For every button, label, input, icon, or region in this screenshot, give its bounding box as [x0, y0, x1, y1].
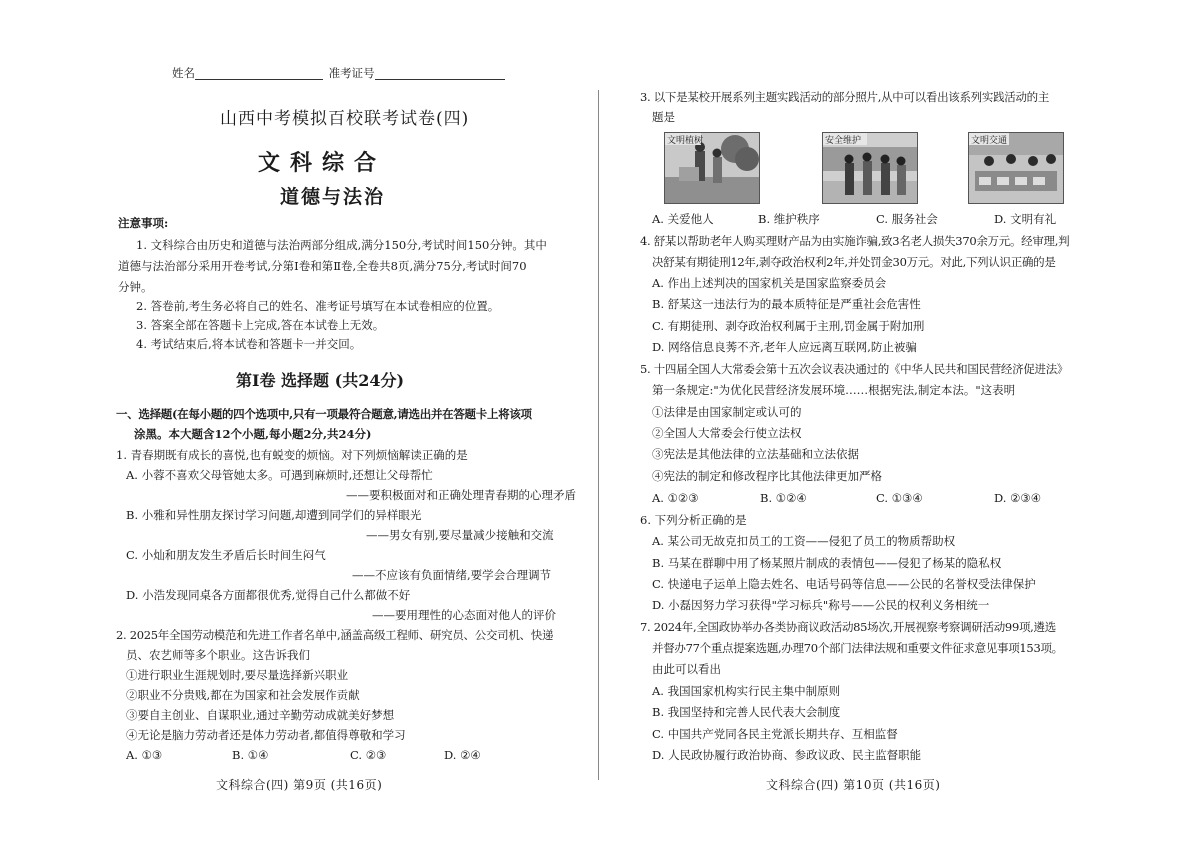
- q1-option-d-explain: ——要用理性的心态面对他人的评价: [372, 608, 556, 622]
- activity-photo-2: [822, 132, 918, 204]
- q4-stem: 4. 舒某以帮助老年人购买理财产品为由实施诈骗,致3名老人损失370余万元。经审理,判: [640, 234, 1070, 248]
- section-intro-line: 涂黑。本大题含12个小题,每小题2分,共24分): [134, 427, 372, 441]
- photo-caption: 文明交通: [971, 136, 1008, 146]
- q2-option-c: C. ②③: [350, 748, 387, 762]
- q2-stem-cont: 员、农艺师等多个职业。这告诉我们: [126, 648, 310, 662]
- q5-option-b: B. ①②④: [760, 491, 807, 505]
- q5-item: ④宪法的制定和修改程序比其他法律更加严格: [652, 469, 882, 483]
- q1-stem: 1. 青春期既有成长的喜悦,也有蜕变的烦恼。对下列烦恼解读正确的是: [116, 448, 468, 462]
- note-line: 2. 答卷前,考生务必将自己的姓名、准考证号填写在本试卷相应的位置。: [136, 299, 500, 313]
- q7-option-b: B. 我国坚持和完善人民代表大会制度: [652, 705, 841, 719]
- q1-option-c: C. 小灿和朋友发生矛盾后长时间生闷气: [126, 548, 326, 562]
- section-title: 第Ⅰ卷 选择题 (共24分): [236, 371, 405, 390]
- q7-option-a: A. 我国国家机构实行民主集中制原则: [652, 684, 841, 698]
- candidate-info-line: [172, 66, 505, 80]
- q5-item: ①法律是由国家制定或认可的: [652, 405, 802, 419]
- q5-option-a: A. ①②③: [652, 491, 699, 505]
- page-footer: 文科综合(四) 第9页 (共16页): [216, 778, 383, 792]
- q5-option-d: D. ②③④: [994, 491, 1042, 505]
- q6-option-a: A. 某公司无故克扣员工的工资——侵犯了员工的物质帮助权: [652, 534, 956, 548]
- q2-option-b: B. ①④: [232, 748, 269, 762]
- page-footer: 文科综合(四) 第10页 (共16页): [766, 778, 941, 792]
- q1-option-a: A. 小蓉不喜欢父母管她太多。可遇到麻烦时,还想让父母帮忙: [126, 468, 433, 482]
- q1-option-a-explain: ——要积极面对和正确处理青春期的心理矛盾: [346, 488, 576, 502]
- exam-number-blank: [375, 67, 505, 80]
- activity-photo-3: [968, 132, 1064, 204]
- q2-item: ③要自主创业、自谋职业,通过辛勤劳动成就美好梦想: [126, 708, 395, 722]
- q5-item: ③宪法是其他法律的立法基础和立法依据: [652, 447, 859, 461]
- q4-option-a: A. 作出上述判决的国家机关是国家监察委员会: [652, 276, 887, 290]
- q2-item: ②职业不分贵贱,都在为国家和社会发展作贡献: [126, 688, 360, 702]
- q3-option-d: D. 文明有礼: [994, 212, 1057, 226]
- note-line: 3. 答案全部在答题卡上完成,答在本试卷上无效。: [136, 318, 385, 332]
- q7-stem-cont: 由此可以看出: [652, 662, 721, 676]
- q4-option-b: B. 舒某这一违法行为的最本质特征是严重社会危害性: [652, 297, 921, 311]
- q7-stem-cont: 并督办77个重点提案选题,办理70个部门法律法规和重要文件征求意见事项153项。: [652, 641, 1063, 655]
- right-page: [600, 0, 1200, 849]
- q6-option-b: B. 马某在群聊中用了杨某照片制成的表情包——侵犯了杨某的隐私权: [652, 556, 1002, 570]
- q2-item: ④无论是脑力劳动者还是体力劳动者,都值得尊敬和学习: [126, 728, 406, 742]
- q3-stem-cont: 题是: [652, 110, 675, 124]
- q3-option-c: C. 服务社会: [876, 212, 938, 226]
- q7-stem: 7. 2024年,全国政协举办各类协商议政活动85场次,开展视察考察调研活动99项,遴选: [640, 620, 1056, 634]
- q7-option-c: C. 中国共产党同各民主党派长期共存、互相监督: [652, 727, 898, 741]
- q4-option-c: C. 有期徒刑、剥夺政治权利属于主刑,罚金属于附加刑: [652, 319, 925, 333]
- q6-option-d: D. 小磊因努力学习获得"学习标兵"称号——公民的权利义务相统一: [652, 598, 990, 612]
- notes-title: 注意事项:: [118, 216, 169, 230]
- q5-stem-cont: 第一条规定:"为优化民营经济发展环境……根据宪法,制定本法。"这表明: [652, 383, 1016, 397]
- q2-item: ①进行职业生涯规划时,要尽量选择新兴职业: [126, 668, 349, 682]
- exam-number-label: 准考证号: [328, 66, 375, 80]
- note-line: 分钟。: [118, 280, 153, 294]
- section-intro-line: 一、选择题(在每小题的四个选项中,只有一项最符合题意,请选出并在答题卡上将该项: [116, 407, 532, 421]
- photo-caption: 文明植树: [667, 136, 704, 146]
- q5-option-c: C. ①③④: [876, 491, 923, 505]
- q7-option-d: D. 人民政协履行政治协商、参政议政、民主监督职能: [652, 748, 922, 762]
- q1-option-b: B. 小雅和异性朋友探讨学习问题,却遭到同学们的异样眼光: [126, 508, 422, 522]
- exam-title: 山西中考模拟百校联考试卷(四): [220, 109, 470, 129]
- photo-caption: 安全维护: [825, 136, 862, 146]
- subject-main-title: 文科综合: [258, 150, 387, 176]
- q1-option-c-explain: ——不应该有负面情绪,要学会合理调节: [352, 568, 552, 582]
- q1-option-d: D. 小浩发现同桌各方面都很优秀,觉得自己什么都做不好: [126, 588, 411, 602]
- q2-option-d: D. ②④: [444, 748, 481, 762]
- note-line: 4. 考试结束后,将本试卷和答题卡一并交回。: [136, 337, 362, 351]
- name-blank: [195, 67, 323, 80]
- page-divider: [598, 90, 599, 780]
- q3-option-a: A. 关爱他人: [652, 212, 714, 226]
- activity-photo-1: [664, 132, 760, 204]
- q6-stem: 6. 下列分析正确的是: [640, 513, 747, 527]
- note-line: 1. 文科综合由历史和道德与法治两部分组成,满分150分,考试时间150分钟。其中: [136, 238, 547, 252]
- name-label: 姓名: [172, 66, 195, 80]
- q4-option-d: D. 网络信息良莠不齐,老年人应远离互联网,防止被骗: [652, 340, 917, 354]
- q2-stem: 2. 2025年全国劳动模范和先进工作者名单中,涵盖高级工程师、研究员、公交司机、快递: [116, 628, 554, 642]
- subject-sub-title: 道德与法治: [280, 186, 386, 208]
- q4-stem-cont: 决舒某有期徒刑12年,剥夺政治权利2年,并处罚金30万元。对此,下列认识正确的是: [652, 255, 1056, 269]
- q3-option-b: B. 维护秩序: [758, 212, 820, 226]
- q1-option-b-explain: ——男女有别,要尽量减少接触和交流: [366, 528, 554, 542]
- q5-stem: 5. 十四届全国人大常委会第十五次会议表决通过的《中华人民共和国民营经济促进法》: [640, 362, 1069, 376]
- q2-option-a: A. ①③: [126, 748, 163, 762]
- q3-stem: 3. 以下是某校开展系列主题实践活动的部分照片,从中可以看出该系列实践活动的主: [640, 90, 1050, 104]
- q5-item: ②全国人大常委会行使立法权: [652, 426, 802, 440]
- q6-option-c: C. 快递电子运单上隐去姓名、电话号码等信息——公民的名誉权受法律保护: [652, 577, 1036, 591]
- note-line: 道德与法治部分采用开卷考试,分第Ⅰ卷和第Ⅱ卷,全卷共8页,满分75分,考试时间70: [118, 259, 527, 273]
